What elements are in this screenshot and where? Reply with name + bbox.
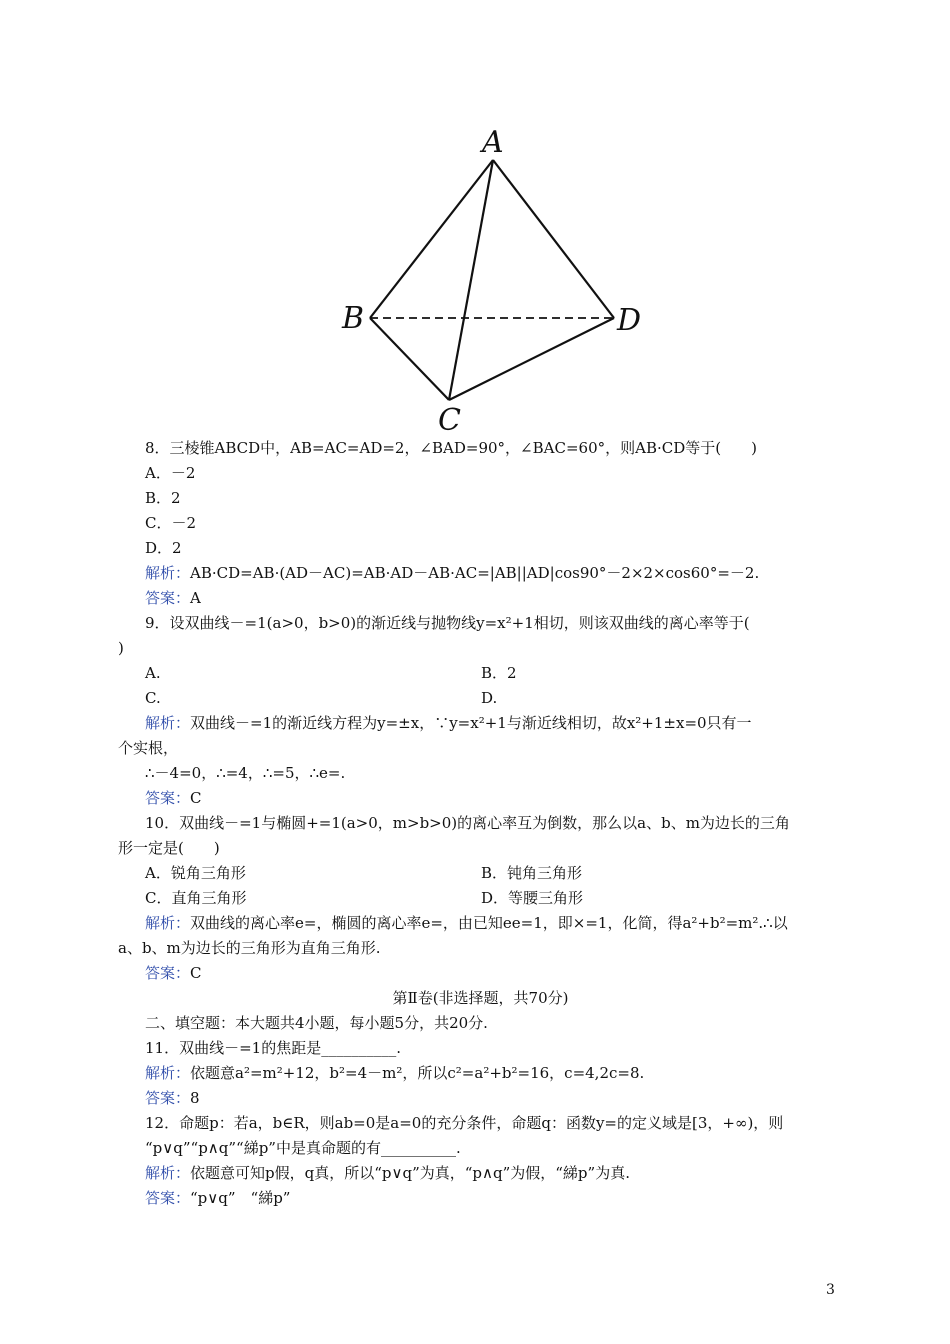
answer-label: 答案： (145, 789, 191, 807)
q8-answer-text: A (190, 589, 201, 607)
q9-option-a: A. (145, 664, 161, 682)
q11-answer (118, 1086, 843, 1111)
q9-analysis-text: 双曲线－=1的渐近线方程为y=±x，∵y=x²+1与渐近线相切，故x²+1±x=0只有一 (190, 714, 752, 732)
edge-bc (370, 318, 449, 400)
q10-analysis-cont: a、b、m为边长的三角形为直角三角形. (118, 939, 381, 957)
edge-ac (449, 160, 493, 400)
tetrahedron-diagram (330, 118, 660, 438)
q10-analysis-text: 双曲线的离心率e=，椭圆的离心率e=，由已知ee=1，即×=1，化简，得a²+b²=m².∴以 (190, 914, 788, 932)
q10-stem-cont: 形一定是( ) (118, 839, 220, 857)
analysis-label: 解析： (145, 1064, 191, 1082)
q11-analysis-text: 依题意a²=m²+12，b²=4－m²，所以c²=a²+b²=16，c=4,2c=8. (190, 1064, 645, 1082)
answer-label: 答案： (145, 1089, 191, 1107)
q9-options-row-2 (118, 686, 843, 711)
q9-answer (118, 786, 843, 811)
q9-analysis (118, 711, 843, 736)
analysis-label: 解析： (145, 914, 191, 932)
edge-cd (449, 318, 614, 400)
analysis-label: 解析： (145, 714, 191, 732)
q11-analysis (118, 1061, 843, 1086)
answer-label: 答案： (145, 964, 191, 982)
vertex-label-d: D (617, 303, 642, 338)
q10-options-row-1 (118, 861, 843, 886)
q10-stem: 10．双曲线－=1与椭圆+=1(a>0，m>b>0)的离心率互为倒数，那么以a、b、m为边长的三角 (145, 814, 790, 832)
analysis-label: 解析： (145, 564, 191, 582)
question-content (118, 436, 843, 1211)
q12-answer (118, 1186, 843, 1211)
q12-stem: 12．命题p：若a，b∈R，则ab=0是a=0的充分条件，命题q：函数y=的定义域是[3，+∞)，则 (145, 1114, 784, 1132)
q9-options-row-1 (118, 661, 843, 686)
q11-answer-text: 8 (190, 1089, 200, 1107)
q10-answer-text: C (190, 964, 202, 982)
q10-option-b: B．钝角三角形 (481, 864, 583, 882)
q8-answer (118, 586, 843, 611)
vertex-label-b: B (342, 301, 365, 336)
answer-label: 答案： (145, 589, 191, 607)
q9-option-c: C. (145, 689, 161, 707)
page-number: 3 (826, 1282, 835, 1298)
q9-stem-cont: ) (118, 639, 124, 657)
q8-stem: 8．三棱锥ABCD中，AB=AC=AD=2，∠BAD=90°，∠BAC=60°，则AB·CD等于( ) (145, 439, 757, 457)
section-subtitle: 二、填空题：本大题共4小题，每小题5分，共20分. (145, 1014, 488, 1032)
q10-options-row-2 (118, 886, 843, 911)
vertex-label-c: C (438, 403, 461, 438)
q9-analysis-cont-2: ∴－4=0，∴=4，∴=5，∴e=. (145, 764, 346, 782)
q12-analysis-text: 依题意可知p假，q真，所以“p∨q”为真，“p∧q”为假，“綈p”为真. (190, 1164, 630, 1182)
edge-ab (370, 160, 493, 318)
q9-option-d: D. (481, 689, 498, 707)
q9-stem: 9．设双曲线－=1(a>0，b>0)的渐近线与抛物线y=x²+1相切，则该双曲线的离心率等于( (145, 614, 750, 632)
q8-analysis-text: AB·CD=AB·(AD－AC)=AB·AD－AB·AC=|AB||AD|cos90°－2×2×cos60°=－2. (190, 564, 760, 582)
vertex-label-a: A (482, 125, 504, 160)
q10-analysis (118, 911, 843, 936)
q10-answer (118, 961, 843, 986)
analysis-label: 解析： (145, 1164, 191, 1182)
q10-option-c: C．直角三角形 (145, 889, 247, 907)
edge-ad (493, 160, 614, 318)
q8-analysis (118, 561, 843, 586)
q11-stem: 11．双曲线－=1的焦距是__________. (145, 1039, 401, 1057)
q8-option-a: A．－2 (145, 464, 196, 482)
q8-option-b: B．2 (145, 489, 181, 507)
q9-answer-text: C (190, 789, 202, 807)
q12-stem-cont: “p∨q”“p∧q”“綈p”中是真命题的有__________. (145, 1139, 461, 1157)
q10-option-d: D．等腰三角形 (481, 889, 584, 907)
q12-analysis (118, 1161, 843, 1186)
q8-option-c: C．－2 (145, 514, 197, 532)
tetrahedron-figure (330, 118, 660, 438)
q9-option-b: B．2 (481, 664, 517, 682)
q9-analysis-cont: 个实根， (118, 739, 179, 757)
answer-label: 答案： (145, 1189, 191, 1207)
q10-option-a: A．锐角三角形 (145, 864, 246, 882)
q12-answer-text: “p∨q” “綈p” (190, 1189, 291, 1207)
section-title: 第Ⅱ卷(非选择题，共70分) (392, 989, 569, 1007)
q8-option-d: D．2 (145, 539, 182, 557)
